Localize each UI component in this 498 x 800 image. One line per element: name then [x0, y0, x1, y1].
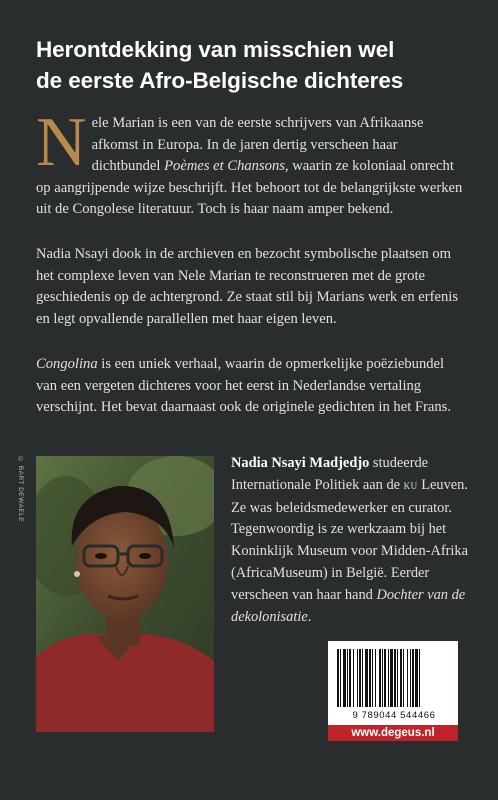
barcode-block: [328, 641, 458, 741]
headline-line-1: Herontdekking van misschien wel: [36, 37, 395, 62]
publisher-url[interactable]: www.degeus.nl: [328, 725, 458, 741]
paragraph-intro-text-a: ele Marian is een van de eerste schrijvers van Afrikaanse afkomst in Europa. In de jaren dertig verscheen haar dichtbundel: [91, 115, 424, 175]
dropcap-letter: N: [36, 104, 87, 181]
author-photo: [36, 456, 214, 732]
author-name: Nadia Nsayi Madjedjo: [231, 455, 370, 471]
barcode-icon: [337, 649, 449, 709]
paragraph-congolina: [36, 354, 466, 419]
university-abbrev: KU: [403, 480, 418, 491]
author-bio-text-c: .: [307, 608, 312, 625]
photo-credit: © BART DEWAELE: [17, 456, 24, 523]
book-title-dochter: Dochter van de dekolonisatie: [231, 586, 466, 625]
headline-line-2: de eerste Afro-Belgische dichteres: [36, 68, 404, 93]
book-title-congolina: Congolina: [36, 356, 98, 372]
author-bio: [231, 453, 471, 628]
paragraph-research: Nadia Nsayi dook in de archieven en bezocht symbolische plaatsen om het complexe leven van Nele Marian te reconstrueren met de grote geschiedenis op de achtergrond. Ze staat stil bij Marians werk en erfenis en legt opvallende parallellen met haar eigen leven.: [36, 246, 459, 327]
paragraph-intro-text-b: , waarin ze koloniaal onrecht op aangrijpende wijze beschrijft. Het behoort tot de belangrijkste werken uit de Congolese literatuur. Toch is haar naam amper bekend.: [36, 158, 463, 218]
paragraph-intro: [36, 104, 466, 221]
back-cover-headline: [36, 34, 476, 96]
author-portrait-icon: [36, 456, 214, 732]
author-bio-text-a: studeerde Internationale Politiek aan de: [231, 455, 429, 493]
paragraph-congolina-text: is een uniek verhaal, waarin de opmerkelijke poëziebundel van een vergeten dichteres voor het eerst in Nederlandse vertaling verschijnt. Het bevat daarnaast ook de originele gedichten in het Frans.: [36, 356, 451, 416]
isbn-number: 9 789044 544466: [352, 710, 436, 721]
book-title-poemes: Poèmes et Chansons: [164, 158, 285, 175]
author-bio-text-b: Leuven. Ze was beleidsmedewerker en curator. Tegenwoordig is ze werkzaam bij het Koninklijk Museum voor Midden-Afrika (AfricaMuseum) in België. Eerder verscheen van haar hand: [231, 476, 469, 603]
